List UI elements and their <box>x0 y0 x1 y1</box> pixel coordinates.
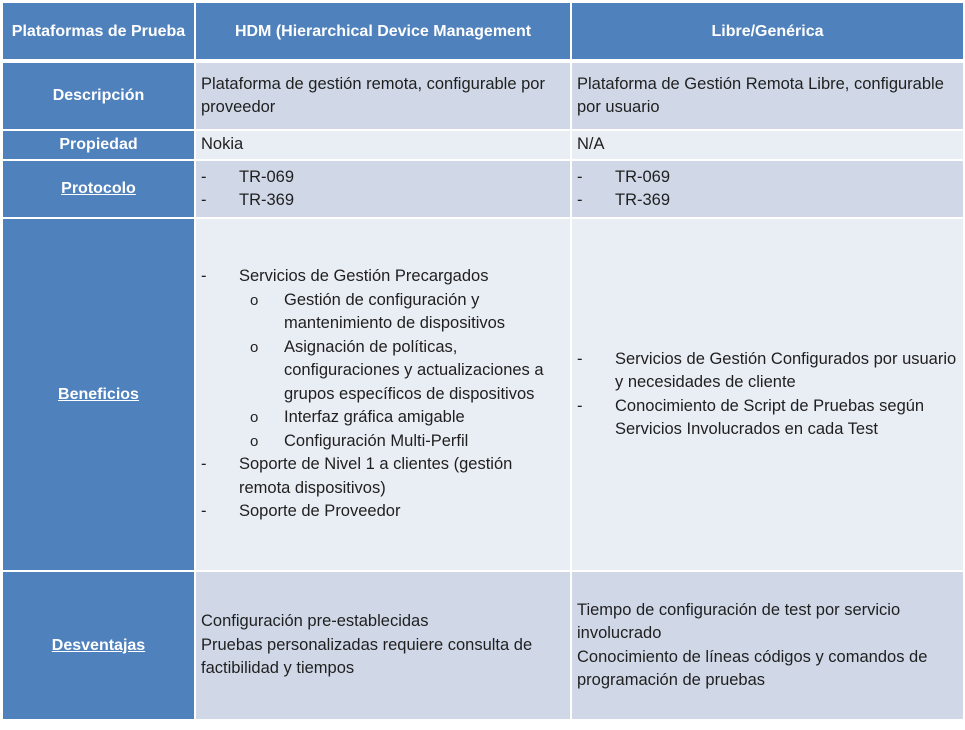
dash-bullet: - <box>577 349 583 368</box>
desventaja-text: Configuración pre-establecidas <box>201 612 429 631</box>
list-item <box>577 395 958 442</box>
header-platforms <box>3 3 196 59</box>
descripcion-hdm <box>196 63 572 129</box>
beneficios-hdm <box>196 219 572 570</box>
beneficio-sub-text: Asignación de políticas, configuraciones y actualizaciones a grupos específicos de dispositivos <box>284 337 544 403</box>
sub-list-item <box>201 406 565 430</box>
beneficio-text: Servicios de Gestión Precargados <box>239 267 489 286</box>
label-protocolo-link[interactable]: Protocolo <box>61 180 136 197</box>
protocolo-libre <box>572 161 963 217</box>
descripcion-libre <box>572 63 963 129</box>
beneficio-sub-text: Configuración Multi-Perfil <box>284 431 469 450</box>
beneficio-sub-text: Gestión de configuración y mantenimiento de dispositivos <box>284 290 506 333</box>
header-platforms-text: Plataformas de Prueba <box>11 22 186 40</box>
descripcion-hdm-text: Plataforma de gestión remota, configurable por proveedor <box>201 74 545 116</box>
desventajas-hdm <box>196 572 572 719</box>
label-protocolo[interactable] <box>3 161 196 217</box>
beneficio-text: Soporte de Nivel 1 a clientes (gestión remota dispositivos) <box>239 455 513 497</box>
list-item <box>577 166 958 190</box>
propiedad-hdm-text: Nokia <box>201 135 244 154</box>
list-item <box>201 166 565 190</box>
propiedad-hdm <box>196 131 572 159</box>
beneficio-sub-text: Interfaz gráfica amigable <box>284 408 465 427</box>
protocolo-hdm-item: TR-369 <box>239 191 295 209</box>
protocolo-libre-item: TR-069 <box>615 167 671 186</box>
circle-bullet: o <box>250 409 259 427</box>
list-item <box>577 189 958 213</box>
label-propiedad <box>3 131 196 159</box>
list-item <box>201 189 565 213</box>
header-libre-text: Libre/Genérica <box>711 22 824 40</box>
row-propiedad <box>3 131 963 161</box>
sub-list-item <box>201 336 565 407</box>
desventaja-text: Pruebas personalizadas requiere consulta de factibilidad y tiempos <box>201 635 533 678</box>
dash-bullet: - <box>201 267 207 286</box>
header-row <box>3 3 963 63</box>
propiedad-libre-text: N/A <box>577 135 605 154</box>
label-descripcion-text: Descripción <box>52 87 145 104</box>
label-propiedad-text: Propiedad <box>59 136 138 153</box>
desventaja-text: Tiempo de configuración de test por servicio involucrado <box>577 600 901 642</box>
row-descripcion <box>3 63 963 131</box>
circle-bullet: o <box>250 338 259 356</box>
dash-bullet: - <box>577 167 583 186</box>
list-item <box>201 500 565 524</box>
sub-list-item <box>201 289 565 336</box>
protocolo-hdm <box>196 161 572 217</box>
row-protocolo <box>3 161 963 219</box>
header-hdm-text: HDM (Hierarchical Device Management <box>234 22 532 40</box>
descripcion-libre-text: Plataforma de Gestión Remota Libre, configurable por usuario <box>577 74 944 116</box>
label-descripcion <box>3 63 196 129</box>
comparison-table <box>3 3 963 719</box>
beneficios-libre <box>572 219 963 570</box>
propiedad-libre <box>572 131 963 159</box>
dash-bullet: - <box>577 396 583 415</box>
protocolo-libre-item: TR-369 <box>615 191 671 209</box>
circle-bullet: o <box>250 432 259 450</box>
beneficio-text: Servicios de Gestión Configurados por usuario y necesidades de cliente <box>615 349 957 391</box>
circle-bullet: o <box>250 291 259 309</box>
dash-bullet: - <box>201 455 207 474</box>
list-item <box>577 348 958 395</box>
protocolo-hdm-item: TR-069 <box>239 167 295 186</box>
dash-bullet: - <box>201 502 207 521</box>
desventajas-libre <box>572 572 963 719</box>
label-beneficios[interactable] <box>3 219 196 570</box>
beneficio-text: Soporte de Proveedor <box>239 502 401 521</box>
label-desventajas-link[interactable]: Desventajas <box>51 636 146 654</box>
label-beneficios-link[interactable]: Beneficios <box>58 385 139 403</box>
dash-bullet: - <box>201 191 207 209</box>
dash-bullet: - <box>201 167 207 186</box>
beneficio-text: Conocimiento de Script de Pruebas según Servicios Involucrados en cada Test <box>615 396 925 438</box>
desventaja-text: Conocimiento de líneas códigos y comandos de programación de pruebas <box>577 647 928 689</box>
dash-bullet: - <box>577 191 583 209</box>
header-hdm <box>196 3 572 59</box>
row-beneficios <box>3 219 963 572</box>
sub-list-item <box>201 430 565 454</box>
list-item <box>201 265 565 289</box>
row-desventajas <box>3 572 963 719</box>
list-item <box>201 453 565 500</box>
label-desventajas[interactable] <box>3 572 196 719</box>
header-libre <box>572 3 963 59</box>
